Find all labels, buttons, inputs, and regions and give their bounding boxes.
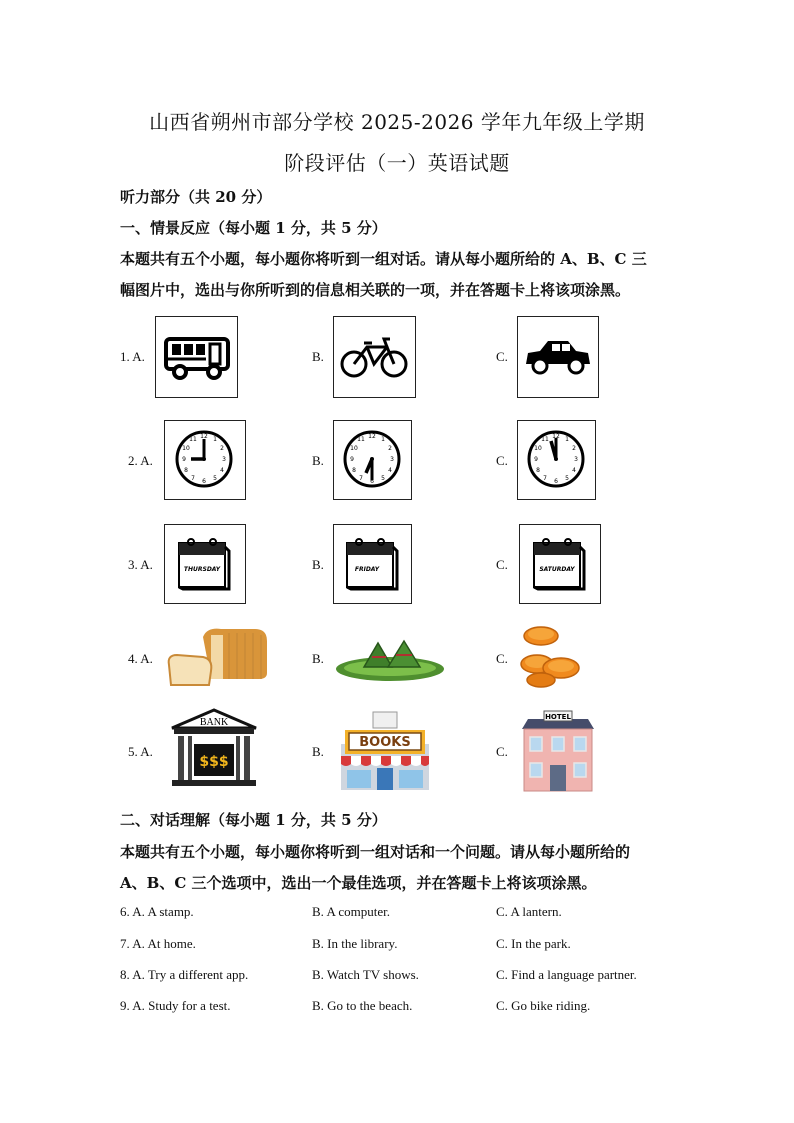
q8-option-b: B. Watch TV shows. bbox=[312, 967, 419, 982]
svg-text:3: 3 bbox=[222, 456, 226, 463]
section1-instruction-2: 幅图片中，选出与你所听到的信息相关联的一项，并在答题卡上将该项涂黑。 bbox=[120, 281, 631, 299]
mooncake-icon bbox=[519, 624, 583, 690]
q4-label-a: 4. A. bbox=[128, 651, 153, 666]
svg-text:5: 5 bbox=[565, 475, 569, 482]
calendar-thursday-icon bbox=[165, 525, 244, 602]
svg-text:7: 7 bbox=[543, 475, 547, 482]
svg-text:10: 10 bbox=[350, 445, 358, 452]
hotel-picture bbox=[518, 709, 598, 793]
car-icon bbox=[518, 317, 597, 396]
bookstore-picture bbox=[337, 710, 433, 792]
calendar-word-saturday: SATURDAY bbox=[539, 566, 575, 573]
svg-text:8: 8 bbox=[352, 467, 356, 474]
section1-instruction-1: 本题共有五个小题，每小题你将听到一组对话。请从每小题所给的 A、B、C 三 bbox=[120, 250, 647, 268]
bicycle-icon bbox=[334, 317, 414, 396]
svg-text:10: 10 bbox=[534, 445, 542, 452]
q2-label-a: 2. A. bbox=[128, 453, 153, 468]
clock-picture-a bbox=[164, 420, 246, 500]
svg-text:11: 11 bbox=[541, 436, 549, 443]
svg-text:6: 6 bbox=[370, 478, 374, 485]
zongzi-icon bbox=[334, 633, 446, 683]
section2-instruction-2: A、B、C 三个选项中，选出一个最佳选项，并在答题卡上将该项涂黑。 bbox=[120, 874, 597, 892]
q2-label-c: C. bbox=[496, 453, 508, 468]
svg-text:1: 1 bbox=[213, 436, 217, 443]
svg-text:3: 3 bbox=[390, 456, 394, 463]
title-line-2: 阶段评估（一）英语试题 bbox=[284, 151, 510, 175]
q3-label-c: C. bbox=[496, 557, 508, 572]
svg-text:2: 2 bbox=[388, 445, 392, 452]
svg-text:10: 10 bbox=[182, 445, 190, 452]
svg-text:8: 8 bbox=[536, 467, 540, 474]
q7-option-b: B. In the library. bbox=[312, 936, 398, 951]
q2-label-b: B. bbox=[312, 453, 324, 468]
svg-text:9: 9 bbox=[534, 456, 538, 463]
clock-icon bbox=[334, 421, 410, 498]
q9-option-a: 9. A. Study for a test. bbox=[120, 998, 231, 1013]
clock-picture-c bbox=[517, 420, 596, 500]
bus-picture bbox=[155, 316, 238, 398]
svg-text:4: 4 bbox=[572, 467, 576, 474]
svg-text:7: 7 bbox=[191, 475, 195, 482]
calendar-picture-b bbox=[333, 524, 412, 604]
bank-money-sign: $$$ bbox=[199, 754, 229, 770]
bank-sign: BANK bbox=[199, 717, 229, 728]
calendar-word-thursday: THURSDAY bbox=[183, 566, 221, 573]
q7-option-c: C. In the park. bbox=[496, 936, 571, 951]
q3-label-a: 3. A. bbox=[128, 557, 153, 572]
svg-text:11: 11 bbox=[189, 436, 197, 443]
q5-label-a: 5. A. bbox=[128, 744, 153, 759]
q5-label-c: C. bbox=[496, 744, 508, 759]
calendar-saturday-icon bbox=[520, 525, 599, 602]
svg-text:12: 12 bbox=[552, 433, 560, 440]
svg-text:7: 7 bbox=[359, 475, 363, 482]
bus-icon bbox=[156, 317, 236, 396]
q9-option-c: C. Go bike riding. bbox=[496, 998, 591, 1013]
svg-text:5: 5 bbox=[213, 475, 217, 482]
bookstore-icon bbox=[337, 710, 433, 792]
q4-label-b: B. bbox=[312, 651, 324, 666]
q5-label-b: B. bbox=[312, 744, 324, 759]
calendar-friday-icon bbox=[334, 525, 410, 602]
bank-icon bbox=[170, 708, 258, 790]
clock-picture-b bbox=[333, 420, 412, 500]
listening-header: 听力部分（共 20 分） bbox=[120, 188, 272, 206]
car-picture bbox=[517, 316, 599, 398]
svg-text:12: 12 bbox=[200, 433, 208, 440]
section1-heading: 一、情景反应（每小题 1 分，共 5 分） bbox=[120, 219, 387, 237]
bicycle-picture bbox=[333, 316, 416, 398]
svg-text:9: 9 bbox=[182, 456, 186, 463]
section2-heading: 二、对话理解（每小题 1 分，共 5 分） bbox=[120, 811, 387, 829]
calendar-picture-c bbox=[519, 524, 601, 604]
svg-text:6: 6 bbox=[202, 478, 206, 485]
svg-text:11: 11 bbox=[357, 436, 365, 443]
q7-option-a: 7. A. At home. bbox=[120, 936, 196, 951]
zongzi-picture bbox=[334, 633, 446, 683]
q3-label-b: B. bbox=[312, 557, 324, 572]
hotel-sign: HOTEL bbox=[545, 713, 571, 721]
bank-picture bbox=[170, 708, 258, 790]
svg-text:4: 4 bbox=[220, 467, 224, 474]
svg-text:2: 2 bbox=[572, 445, 576, 452]
svg-text:2: 2 bbox=[220, 445, 224, 452]
svg-text:9: 9 bbox=[350, 456, 354, 463]
svg-text:1: 1 bbox=[565, 436, 569, 443]
bookstore-sign: BOOKS bbox=[359, 735, 411, 750]
bread-picture bbox=[163, 627, 269, 689]
svg-text:4: 4 bbox=[388, 467, 392, 474]
q8-option-c: C. Find a language partner. bbox=[496, 967, 637, 982]
q1-label-c: C. bbox=[496, 349, 508, 364]
bread-icon bbox=[163, 627, 269, 689]
q6-option-a: 6. A. A stamp. bbox=[120, 904, 194, 919]
q4-label-c: C. bbox=[496, 651, 508, 666]
q6-option-b: B. A computer. bbox=[312, 904, 390, 919]
q1-label-b: B. bbox=[312, 349, 324, 364]
hotel-icon bbox=[518, 709, 598, 793]
q6-option-c: C. A lantern. bbox=[496, 904, 562, 919]
svg-text:8: 8 bbox=[184, 467, 188, 474]
calendar-picture-a bbox=[164, 524, 246, 604]
q1-label-a: 1. A. bbox=[120, 349, 145, 364]
svg-text:3: 3 bbox=[574, 456, 578, 463]
q8-option-a: 8. A. Try a different app. bbox=[120, 967, 249, 982]
mooncake-picture bbox=[519, 624, 583, 690]
clock-icon bbox=[518, 421, 594, 498]
clock-icon bbox=[165, 421, 244, 498]
svg-text:12: 12 bbox=[368, 433, 376, 440]
svg-text:1: 1 bbox=[381, 436, 385, 443]
calendar-word-friday: FRIDAY bbox=[354, 566, 380, 573]
q9-option-b: B. Go to the beach. bbox=[312, 998, 413, 1013]
section2-instruction-1: 本题共有五个小题，每小题你将听到一组对话和一个问题。请从每小题所给的 bbox=[120, 843, 631, 861]
svg-text:5: 5 bbox=[381, 475, 385, 482]
title-line-1: 山西省朔州市部分学校 2025-2026 学年九年级上学期 bbox=[149, 110, 645, 134]
svg-text:6: 6 bbox=[554, 478, 558, 485]
